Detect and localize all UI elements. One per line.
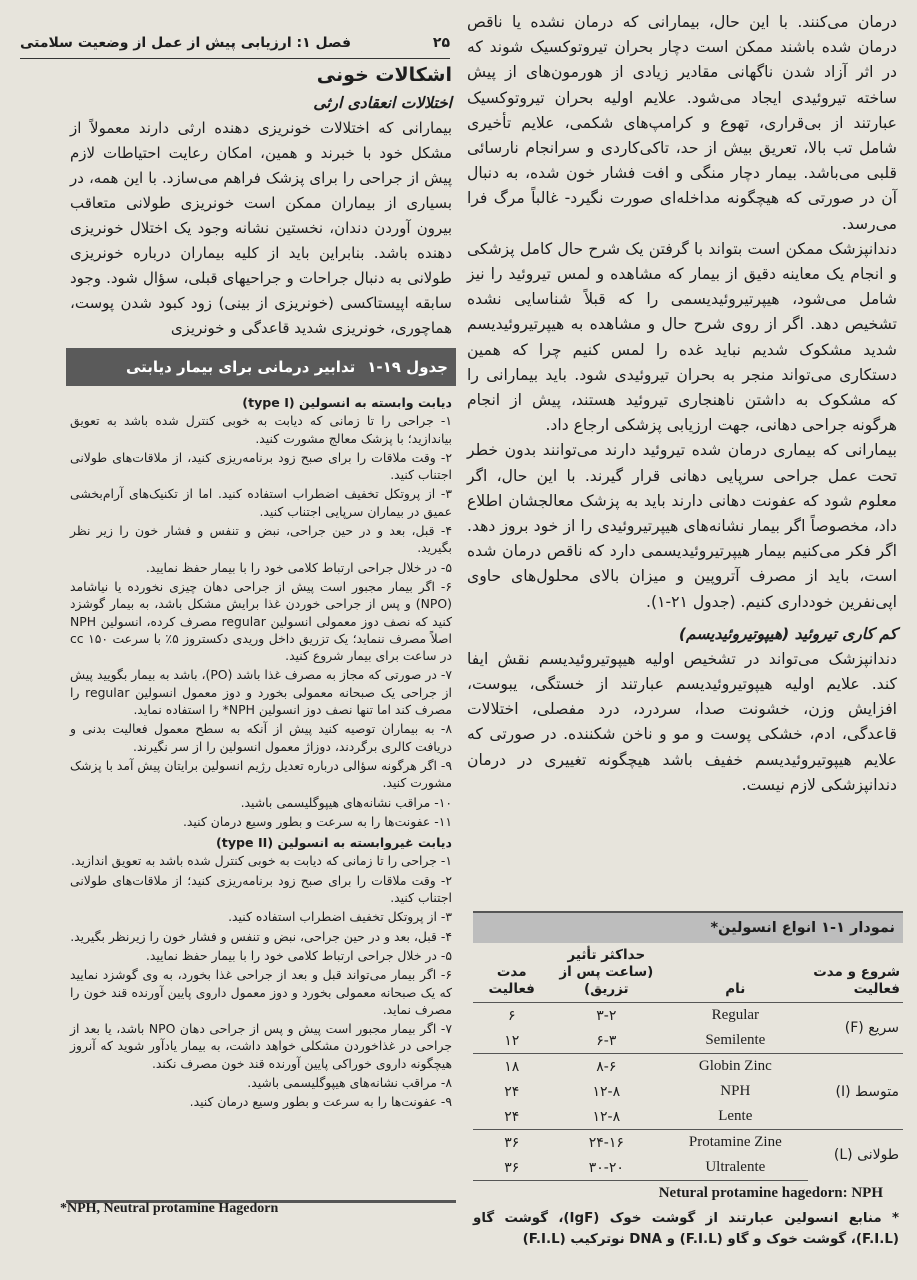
- page-number: ۲۵: [432, 35, 450, 51]
- insulin-name: NPH: [720, 1083, 751, 1099]
- list-item: ۹- اگر هرگونه سؤالی درباره تعدیل رژیم انسولین برایتان پیش آمد با پزشک مشورت کنید.: [70, 757, 452, 791]
- box-label: جدول ۱۹-۱: [367, 358, 448, 376]
- table-row: [473, 1130, 903, 1156]
- table-source-note: * منابع انسولین عبارتند از گوشت خوک (IgF)، گوشت گاو (F.I.L)، گوشت خوک و گاو (F.I.L) و DNA نوترکیب (F.I.L): [473, 1211, 900, 1247]
- insulin-name: Lente: [718, 1108, 753, 1124]
- paragraph: درمان می‌کنند. با این حال، بیمارانی که درمان نشده یا ناقص درمان شده باشند ممکن است دچار بحران تیروتوکسیک شوند که در اثر آزاد شدن ناگهانی مقادیر زیادی از هورمون‌های از پیش ساخته تیروئیدی ایجاد می‌شود. علایم اولیه بحران تیروتوکسیک عبارتند از بی‌قراری، تهوع و کرامپ‌های شکمی، علایم تأخیری شامل تب بالا، تعریق بیش از حد، تاکی‌کاردی و سرانجام نارسائی قلبی می‌باشد. بیمار دچار منگی و افت فشار خون شده، به دنبال آن در صورتی که هیچگونه مداخله‌ای صورت نگیرد- غالباً مرگ فرا می‌رسد.: [467, 13, 897, 233]
- insulin-name: Semilente: [705, 1032, 766, 1048]
- list-item: ۵- در خلال جراحی ارتباط کلامی خود را با بیمار حفظ نمایید.: [145, 947, 452, 963]
- list-item: ۶- اگر بیمار مجبور است پیش از جراحی دهان چیزی نخورده یا نیاشامد (NPO) و پس از جراحی خوردن غذا برایش مشکل باشد، به بیمار گوشزد کنید که نصف دوز معمولی انسولین regular مصرف کرده، انسولین NPH اصلاً مصرف ننماید؛ یک تزریق داخل وریدی دکستروز ۵٪ با سرعت ۱۵۰ cc در ساعت برای بیمار شروع کنید.: [70, 578, 452, 664]
- list-item: ۳- از پروتکل تخفیف اضطراب استفاده کنید.: [228, 909, 452, 925]
- box-title: تدابیر درمانی برای بیمار دیابتی: [125, 358, 356, 376]
- list-item: ۴- قبل، بعد و در حین جراحی، نبض و تنفس و فشار خون را زیر نظر بگیرید.: [70, 523, 452, 556]
- peak-cell: ۶-۳: [596, 1032, 617, 1049]
- section-heading: کم کاری تیروئید (هیپوتیروئیدیسم): [678, 624, 897, 643]
- box-body: [66, 386, 456, 1111]
- insulin-name: Globin Zinc: [662, 1054, 808, 1080]
- group-label: سریع (F): [844, 1020, 899, 1036]
- subsection-heading: اختلالات انعقادی ارثی: [313, 94, 452, 112]
- table-title: نمودار ۱-۱ انواع انسولین*: [473, 911, 903, 943]
- col-header-duration: مدت فعالیت: [473, 943, 550, 1003]
- insulin-table-block: [473, 911, 903, 1250]
- peak-cell: ۱۲-۸: [592, 1108, 621, 1125]
- list-item: ۷- در صورتی که مجاز به مصرف غذا باشد (PO)، باشد به بیمار بگویید پیش از جراحی یک صبحانه معمولی بخورد و دوز معمول انسولین regular را مصرف کند اما تنها نصف دوز انسولین NPH* را استفاده نماید.: [70, 667, 452, 718]
- list-item: ۲- وقت ملاقات را برای صبح زود برنامه‌ریزی کنید، از ملاقات‌های طولانی اجتناب کنید.: [70, 449, 452, 483]
- insulin-table: [473, 943, 903, 1181]
- col-header-name: نام: [662, 943, 808, 1003]
- group-label: متوسط (I): [808, 1054, 903, 1130]
- table-row: [473, 1054, 903, 1080]
- list-item: ۵- در خلال جراحی ارتباط کلامی خود را با بیمار حفظ نمایید.: [145, 559, 452, 575]
- peak-cell: ۳-۲: [596, 1007, 617, 1024]
- list-item: ۲- وقت ملاقات را برای صبح زود برنامه‌ریزی کنید؛ از ملاقات‌های طولانی اجتناب کنید.: [70, 872, 452, 906]
- diabetes-box: [66, 348, 456, 1203]
- col-header-peak: حداکثر تأثیر (ساعت پس از تزریق): [550, 943, 662, 1003]
- header-rule: [20, 58, 450, 59]
- type1-heading: دیابت وابسته به انسولین (type I): [242, 395, 452, 410]
- peak-cell: ۱۲-۸: [592, 1083, 621, 1100]
- list-item: ۶- اگر بیمار می‌تواند قبل و بعد از جراحی غذا بخورد، به وی گوشزد نمایید که یک صبحانه معمولی بخورد و دوز معمول داروی پایین آورنده قند خون را مصرف نماید.: [70, 967, 452, 1017]
- paragraph: بیمارانی که اختلالات خونریزی دهنده ارثی دارند معمولاً از مشکل خود با خبرند و همین، امکان رعایت احتیاطات لازم پیش از جراحی را برای پزشک فراهم می‌سازد. با این همه، در بسیاری از بیماران ممکن است خونریزی طولانی متعاقب بیرون آوردن دندان، نخستین نشانه وجود یک اختلال خونریزی دهنده باشد. بنابراین باید از کلیه بیماران درباره خونریزی طولانی به دنبال جراحات و جراحیهای قبلی، سؤال شود. وجود سابقه اپیستاکسی (خونریزی از بینی) زود کبود شدن پوست، هماچوری، خونریزی شدید قاعدگی و خونریزی: [70, 119, 452, 337]
- duration-cell: ۶: [507, 1007, 516, 1024]
- left-column: [70, 60, 452, 341]
- table-header-row: [473, 943, 903, 1003]
- duration-cell: ۳۶: [473, 1155, 550, 1181]
- peak-cell: ۳۰-۲۰: [550, 1155, 662, 1181]
- insulin-name: Ultralente: [662, 1155, 808, 1181]
- insulin-name: Regular: [711, 1007, 760, 1023]
- list-item: ۱۰- مراقب نشانه‌های هیپوگلیسمی باشید.: [240, 794, 452, 810]
- paragraph: بیمارانی که بیماری درمان شده تیروئید دارند می‌توانند بدون خطر تحت عمل جراحی سرپایی دهانی قرار گیرند. با این حال، اگر معلوم شود که عفونت دهانی دارند باید به پزشک معالجشان اطلاع داد، مخصوصاً اگر بیمار نشانه‌های هیپرتیروئیدی را از خود بروز دهد. اگر فکر می‌کنیم بیمار هیپرتیروئیدیسمی دارد که ناقص درمان شده است، باید از مصرف آتروپین و میزان بالای محلول‌های حاوی اپی‌نفرین خودداری کنیم. (جدول ۲۱-۱).: [467, 441, 897, 611]
- box-footnote: *NPH, Neutral protamine Hagedorn: [60, 1201, 279, 1216]
- peak-cell: ۸-۶: [550, 1054, 662, 1080]
- list-item: ۷- اگر بیمار مجبور است پیش و پس از جراحی دهان NPO باشد، یا بعد از جراحی در غذاخوردن مشکلی خواهد داشت، به بیمار یادآور شوید که آنروز هیچگونه داروی خوراکی پایین آورنده قند خون مصرف نکند.: [70, 1021, 453, 1071]
- table-abbrev-note: Netural protamine hagedorn: NPH: [658, 1185, 883, 1201]
- list-item: ۳- از پروتکل تخفیف اضطراب استفاده کنید. اما از تکنیک‌های آرام‌بخشی عمیق در بیماران سرپایی اجتناب کنید.: [70, 486, 452, 519]
- duration-cell: ۲۴: [504, 1108, 520, 1125]
- col-header-onset: شروع و مدت فعالیت: [808, 943, 903, 1003]
- list-item: ۴- قبل، بعد و در حین جراحی، نبض و تنفس و فشار خون را زیرنظر بگیرید.: [70, 928, 452, 944]
- list-item: ۱- جراحی را تا زمانی که دیابت به خوبی کنترل شده باشد به تعویق بیاندازید؛ با پزشک معالج مشورت کنید.: [70, 413, 452, 446]
- section-heading: اشکالات خونی: [316, 64, 452, 86]
- type2-heading: دیابت غیروابسته به انسولین (type II): [216, 835, 452, 851]
- duration-cell: ۲۴: [504, 1083, 520, 1100]
- list-item: ۱۱- عفونت‌ها را به سرعت و بطور وسیع درمان کنید.: [182, 813, 452, 829]
- duration-cell: ۳۶: [473, 1130, 550, 1156]
- chapter-title: فصل ۱: ارزیابی پیش از عمل از وضعیت سلامتی: [20, 35, 351, 51]
- right-column: [467, 10, 897, 798]
- running-header: [20, 30, 450, 56]
- list-item: ۸- به بیماران توصیه کنید پیش از آنکه به سطح معمول فعالیت بدنی و دریافت کالری برگردند، دوزاژ معمول انسولین را از سر نگیرند.: [70, 721, 452, 754]
- list-item: ۹- عفونت‌ها را به سرعت و بطور وسیع درمان کنید.: [189, 1094, 452, 1110]
- list-item: ۸- مراقب نشانه‌های هیپوگلیسمی باشید.: [247, 1074, 452, 1090]
- duration-cell: ۱۸: [473, 1054, 550, 1080]
- list-item: ۱- جراحی را تا زمانی که دیابت به خوبی کنترل شده باشد به تعویق اندازید.: [71, 853, 452, 869]
- insulin-name: Protamine Zine: [662, 1130, 808, 1156]
- paragraph: دندانپزشک می‌تواند در تشخیص اولیه هیپوتیروئیدیسم نقش ایفا کند. علایم اولیه هیپوتیروئیدیسم عبارتند از خستگی، یبوست، افزایش وزن، خشونت صدا، سردرد، درد مفصلی، اختلالات قاعدگی، ادم، خشکی پوست و مو و ناخن شکننده. در صورتی که علایم هیپوتیروئیدیسم خفیف باشد هیچگونه تغییری در درمان دندانپزشکی لازم نیست.: [467, 649, 897, 794]
- paragraph: دندانپزشک ممکن است بتواند با گرفتن یک شرح حال کامل پزشکی و انجام یک معاینه دقیق از بیمار که مشاهده و لمس تیروئید را نیز شامل می‌شود، هیپرتیروئیدیسمی را که قبلاً شناسایی نشده تشخیص دهد. اگر از روی شرح حال و مشاهده به هیپرتیروئیدیسم شدید مشکوک شدیم نباید غده را لمس کنیم چرا که همین دستکاری می‌تواند منجر به بحران تیروئیدی شود. باید بیمارانی را که مشکوک به داشتن ناهنجاری تیروئید هستند، پیش از انجام هرگونه جراحی دهانی، جهت ارزیابی پزشکی ارجاع داد.: [467, 239, 897, 435]
- group-label: طولانی (L): [808, 1130, 903, 1181]
- box-title-bar: [66, 348, 456, 386]
- table-row: [473, 1003, 903, 1029]
- duration-cell: ۱۲: [504, 1032, 520, 1049]
- peak-cell: ۲۴-۱۶: [550, 1130, 662, 1156]
